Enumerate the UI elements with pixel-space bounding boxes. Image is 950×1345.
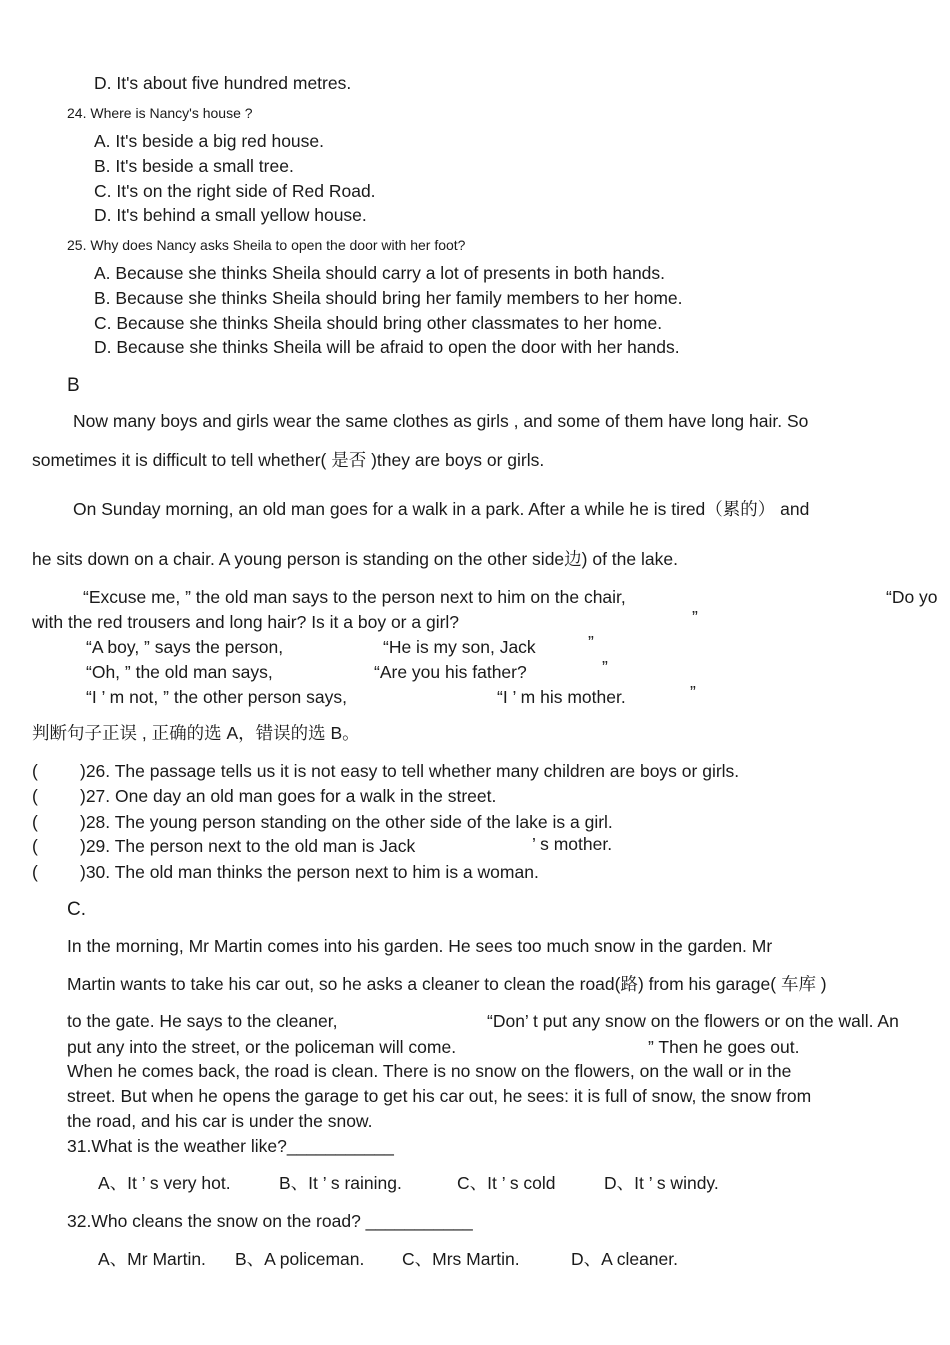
b-dialogue-line2-quote: ” xyxy=(692,607,698,627)
q24-option-c: C. It's on the right side of Red Road. xyxy=(94,181,376,201)
c-passage-line1: In the morning, Mr Martin comes into his garden. He sees too much snow in the garden. Mr xyxy=(67,936,773,956)
b-dialogue-line1: “Excuse me, ” the old man says to the person next to him on the chair, xyxy=(83,587,626,607)
tf-26-statement: )26. The passage tells us it is not easy to tell whether many children are boys or girls. xyxy=(80,761,740,781)
question-24: 24. Where is Nancy's house ? xyxy=(67,105,253,121)
c-passage-line4: put any into the street, or the policeman will come. xyxy=(67,1037,457,1057)
b-dialogue-line3-reply: “He is my son, Jack xyxy=(383,637,536,657)
q24-option-d: D. It's behind a small yellow house. xyxy=(94,205,367,225)
tf-29-paren: ( xyxy=(32,836,38,856)
q24-option-a: A. It's beside a big red house. xyxy=(94,131,325,151)
b-paragraph2-line1: On Sunday morning, an old man goes for a walk in a park. After a while he is tired（累的） and xyxy=(73,499,810,519)
question-25: 25. Why does Nancy asks Sheila to open the door with her foot? xyxy=(67,237,466,253)
q32-option-c: C、Mrs Martin. xyxy=(402,1249,520,1269)
true-false-instruction: 判断句子正误 , 正确的选 A，错误的选 B。 xyxy=(32,723,360,743)
tf-30-statement: )30. The old man thinks the person next to him is a woman. xyxy=(80,862,539,882)
b-dialogue-line5-quote: ” xyxy=(690,682,696,702)
c-passage-line2: Martin wants to take his car out, so he asks a cleaner to clean the road(路) from his garage( 车库 ) xyxy=(67,974,827,994)
question-31: 31.What is the weather like?___________ xyxy=(67,1136,394,1156)
tf-27-paren: ( xyxy=(32,786,38,806)
q24-option-b: B. It's beside a small tree. xyxy=(94,156,294,176)
b-dialogue-line4-quote: ” xyxy=(602,657,608,677)
q25-option-d: D. Because she thinks Sheila will be afraid to open the door with her hands. xyxy=(94,337,680,357)
tf-28-paren: ( xyxy=(32,812,38,832)
c-passage-line7: the road, and his car is under the snow. xyxy=(67,1111,373,1131)
b-dialogue-line2: with the red trousers and long hair? Is it a boy or a girl? xyxy=(32,612,460,632)
b-dialogue-line3-quote: ” xyxy=(588,632,594,652)
q31-option-a: A、It ’ s very hot. xyxy=(98,1173,231,1193)
c-passage-line3: to the gate. He says to the cleaner, xyxy=(67,1011,338,1031)
q32-option-b: B、A policeman. xyxy=(235,1249,365,1269)
tf-29-statement: )29. The person next to the old man is Jack xyxy=(80,836,416,856)
tf-28-statement: )28. The young person standing on the other side of the lake is a girl. xyxy=(80,812,613,832)
q32-option-d: D、A cleaner. xyxy=(571,1249,678,1269)
b-paragraph1-line2: sometimes it is difficult to tell whether( 是否 )they are boys or girls. xyxy=(32,450,545,470)
section-c-heading: C. xyxy=(67,899,86,920)
tf-29-statement-end: ’ s mother. xyxy=(532,834,613,854)
b-dialogue-line3: “A boy, ” says the person, xyxy=(86,637,284,657)
tf-27-statement: )27. One day an old man goes for a walk in the street. xyxy=(80,786,497,806)
c-passage-line3-quote: “Don’ t put any snow on the flowers or on the wall. An xyxy=(487,1011,899,1031)
q25-option-b: B. Because she thinks Sheila should bring her family members to her home. xyxy=(94,288,683,308)
b-dialogue-line5: “I ’ m not, ” the other person says, xyxy=(86,687,347,707)
section-b-heading: B xyxy=(67,375,80,396)
q32-option-a: A、Mr Martin. xyxy=(98,1249,206,1269)
b-dialogue-line4-question: “Are you his father? xyxy=(374,662,527,682)
q31-option-c: C、It ’ s cold xyxy=(457,1173,556,1193)
tf-30-paren: ( xyxy=(32,862,38,882)
question-32: 32.Who cleans the snow on the road? ___________ xyxy=(67,1211,473,1231)
c-passage-line4-end: ” Then he goes out. xyxy=(648,1037,800,1057)
tf-26-paren: ( xyxy=(32,761,38,781)
c-passage-line6: street. But when he opens the garage to get his car out, he sees: it is full of snow, the snow from xyxy=(67,1086,812,1106)
b-dialogue-line5-reply: “I ’ m his mother. xyxy=(497,687,626,707)
q25-option-a: A. Because she thinks Sheila should carry a lot of presents in both hands. xyxy=(94,263,666,283)
b-dialogue-line4: “Oh, ” the old man says, xyxy=(86,662,273,682)
q23-option-d: D. It's about five hundred metres. xyxy=(94,73,352,93)
q25-option-c: C. Because she thinks Sheila should bring other classmates to her home. xyxy=(94,313,663,333)
b-paragraph2-line2: he sits down on a chair. A young person is standing on the other side边) of the lake. xyxy=(32,549,678,569)
b-paragraph1-line1: Now many boys and girls wear the same clothes as girls , and some of them have long hair. So xyxy=(73,411,809,431)
c-passage-line5: When he comes back, the road is clean. There is no snow on the flowers, on the wall or in the xyxy=(67,1061,792,1081)
q31-option-d: D、It ’ s windy. xyxy=(604,1173,719,1193)
b-dialogue-line1-end: “Do yo xyxy=(886,587,938,607)
q31-option-b: B、It ’ s raining. xyxy=(279,1173,402,1193)
